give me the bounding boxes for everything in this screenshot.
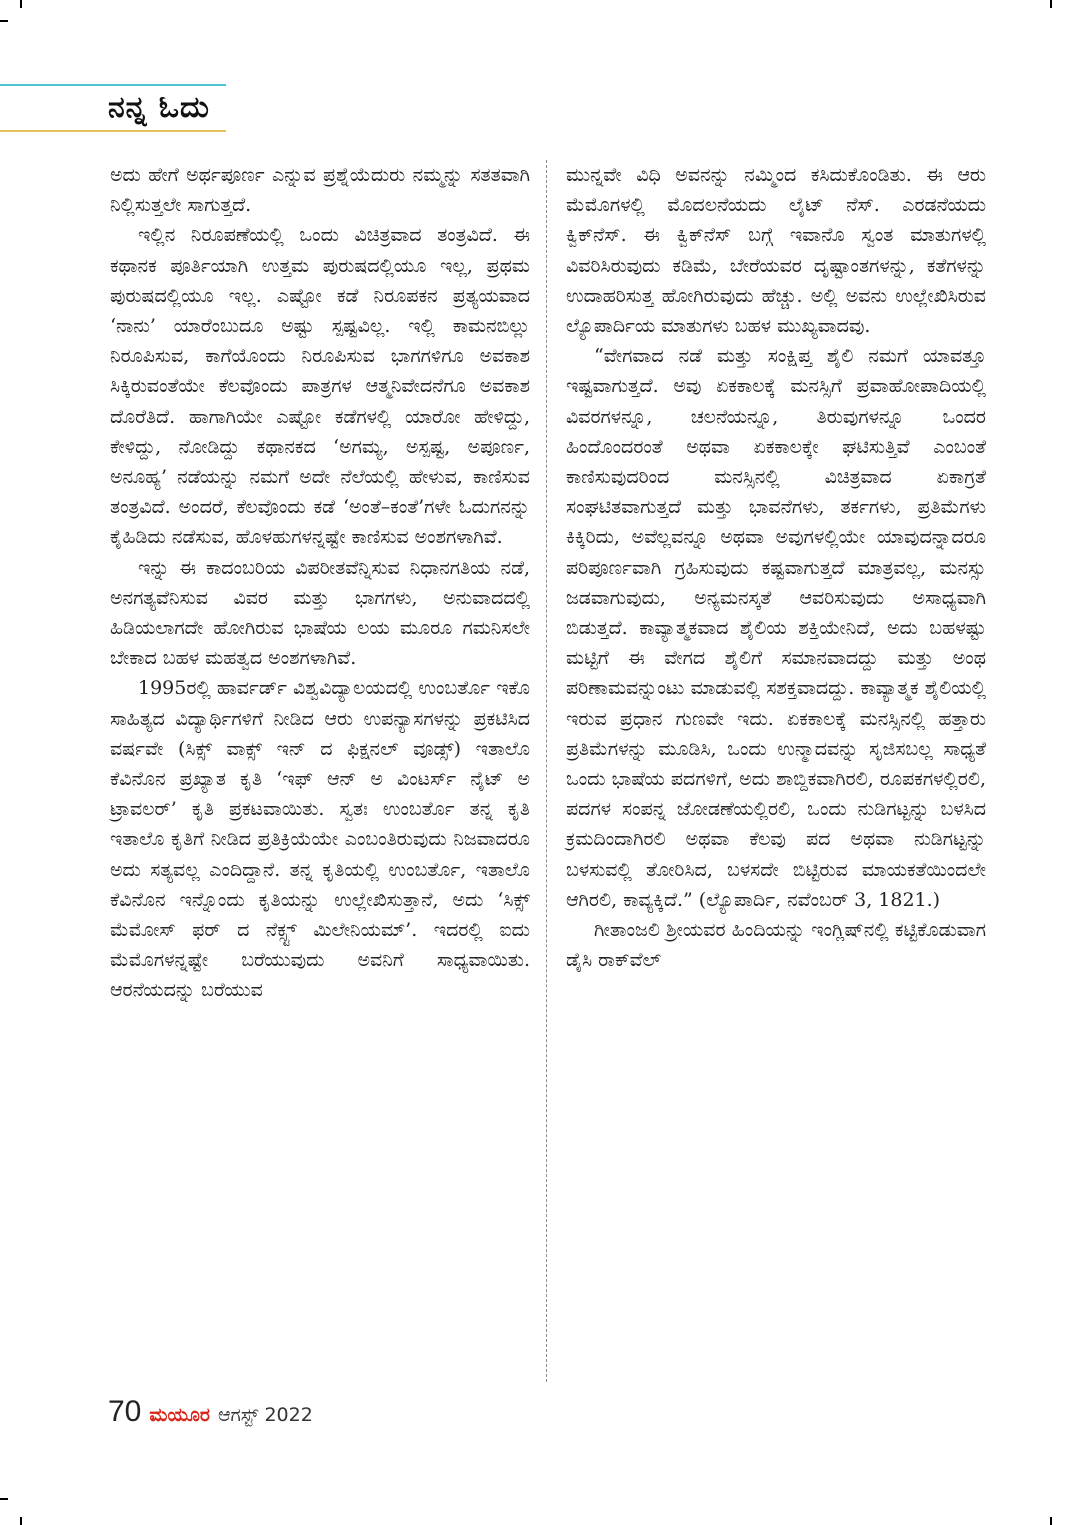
- paragraph: ಅದು ಹೇಗೆ ಅರ್ಥಪೂರ್ಣ ಎನ್ನುವ ಪ್ರಶ್ನೆಯೆದುರು ನಮ್ಮನ್ನು ಸತತವಾಗಿ ನಿಲ್ಲಿಸುತ್ತಲೇ ಸಾಗುತ್ತದೆ.: [110, 164, 530, 217]
- crop-mark: [20, 0, 22, 8]
- crop-mark: [1050, 1517, 1052, 1525]
- paragraph: ಇನ್ನು ಈ ಕಾದಂಬರಿಯ ವಿಪರೀತವೆನ್ನಿಸುವ ನಿಧಾನಗತಿಯ ನಡೆ, ಅನಗತ್ಯವೆನಿಸುವ ವಿವರ ಮತ್ತು ಭಾಗಗಳು, ಅನುವಾದದಲ್ಲಿ ಹಿಡಿಯಲಾಗದೇ ಹೋಗಿರುವ ಭಾಷೆಯ ಲಯ ಮೂರೂ ಗಮನಿಸಲೇ ಬೇಕಾದ ಬಹಳ ಮಹತ್ವದ ಅಂಶಗಳಾಗಿವೆ.: [110, 556, 530, 670]
- magazine-logo: ಮಯೂರ: [149, 1404, 210, 1426]
- issue-date: ಆಗಸ್ಟ್ 2022: [217, 1404, 313, 1426]
- page-number: 70: [108, 1395, 142, 1428]
- column-divider: [546, 160, 548, 1382]
- paragraph: ಇಲ್ಲಿನ ನಿರೂಪಣೆಯಲ್ಲಿ ಒಂದು ವಿಚಿತ್ರವಾದ ತಂತ್ರವಿದೆ. ಈ ಕಥಾನಕ ಪೂರ್ತಿಯಾಗಿ ಉತ್ತಮ ಪುರುಷದಲ್ಲಿಯೂ ಇಲ್ಲ, ಪ್ರಥಮ ಪುರುಷದಲ್ಲಿಯೂ ಇಲ್ಲ. ಎಷ್ಟೋ ಕಡೆ ನಿರೂಪಕನ ಪ್ರತ್ಯಯವಾದ ‘ನಾನು’ ಯಾರೆಂಬುದೂ ಅಷ್ಟು ಸ್ಪಷ್ಟವಿಲ್ಲ. ಇಲ್ಲಿ ಕಾಮನಬಿಲ್ಲು ನಿರೂಪಿಸುವ, ಕಾಗೆಯೊಂದು ನಿರೂಪಿಸುವ ಭಾಗಗಳಿಗೂ ಅವಕಾಶ ಸಿಕ್ಕಿರುವಂತೆಯೇ ಕೆಲವೊಂದು ಪಾತ್ರಗಳ ಆತ್ಮನಿವೇದನೆಗೂ ಅವಕಾಶ ದೊರೆತಿದೆ. ಹಾಗಾಗಿಯೇ ಎಷ್ಟೋ ಕಡೆಗಳಲ್ಲಿ ಯಾರೋ ಹೇಳಿದ್ದು, ಕೇಳಿದ್ದು, ನೋಡಿದ್ದು ಕಥಾನಕದ ‘ಅಗಮ್ಯ, ಅಸ್ಪಷ್ಟ, ಅಪೂರ್ಣ, ಅನೂಹ್ಯ’ ನಡೆಯನ್ನು ನಮಗೆ ಅದೇ ನೆಲೆಯಲ್ಲಿ ಹೇಳುವ, ಕಾಣಿಸುವ ತಂತ್ರವಿದೆ. ಅಂದರೆ, ಕೆಲವೊಂದು ಕಡೆ ‘ಅಂತೆ–ಕಂತೆ’ಗಳೇ ಓದುಗನನ್ನು ಕೈಹಿಡಿದು ನಡೆಸುವ, ಹೊಳಹುಗಳನ್ನಷ್ಟೇ ಕಾಣಿಸುವ ಅಂಶಗಳಾಗಿವೆ.: [110, 224, 530, 549]
- header-top-rule: [0, 84, 226, 86]
- crop-mark: [0, 20, 8, 22]
- crop-mark: [20, 1517, 22, 1525]
- header-bottom-rule: [0, 130, 226, 132]
- paragraph: 1995ರಲ್ಲಿ ಹಾರ್ವರ್ಡ್ ವಿಶ್ವವಿದ್ಯಾಲಯದಲ್ಲಿ ಉಂಬರ್ತೊ ಇಕೊ ಸಾಹಿತ್ಯದ ವಿದ್ಯಾರ್ಥಿಗಳಿಗೆ ನೀಡಿದ ಆರು ಉಪನ್ಯಾಸಗಳನ್ನು ಪ್ರಕಟಿಸಿದ ವರ್ಷವೇ (ಸಿಕ್ಸ್ ವಾಕ್ಸ್ ಇನ್ ದ ಫಿಕ್ಷನಲ್ ವೂಡ್ಸ್) ಇತಾಲೊ ಕೆವಿನೊನ ಪ್ರಖ್ಯಾತ ಕೃತಿ ‘ಇಫ್ ಆನ್ ಅ ವಿಂಟರ್ಸ್ ನೈಟ್ ಅ ಟ್ರಾವಲರ್’ ಕೃತಿ ಪ್ರಕಟವಾಯಿತು. ಸ್ವತಃ ಉಂಬರ್ತೊ ತನ್ನ ಕೃತಿ ಇತಾಲೊ ಕೃತಿಗೆ ನೀಡಿದ ಪ್ರತಿಕ್ರಿಯೆಯೇ ಎಂಬಂತಿರುವುದು ನಿಜವಾದರೂ ಅದು ಸತ್ಯವಲ್ಲ ಎಂದಿದ್ದಾನೆ. ತನ್ನ ಕೃತಿಯಲ್ಲಿ ಉಂಬರ್ತೊ, ಇತಾಲೊ ಕೆವಿನೊನ ಇನ್ನೊಂದು ಕೃತಿಯನ್ನು ಉಲ್ಲೇಖಿಸುತ್ತಾನೆ, ಅದು ‘ಸಿಕ್ಸ್ ಮೆಮೋಸ್ ಫರ್ ದ ನೆಕ್ಸ್ಟ್ ಮಿಲೇನಿಯಮ್’. ಇದರಲ್ಲಿ ಐದು ಮೆಮೊಗಳನ್ನಷ್ಟೇ ಬರೆಯುವುದು ಅವನಿಗೆ ಸಾಧ್ಯವಾಯಿತು. ಆರನೆಯದನ್ನು ಬರೆಯುವ: [110, 677, 530, 1002]
- quote-paragraph: “ವೇಗವಾದ ನಡೆ ಮತ್ತು ಸಂಕ್ಷಿಪ್ತ ಶೈಲಿ ನಮಗೆ ಯಾವತ್ತೂ ಇಷ್ಟವಾಗುತ್ತದೆ. ಅವು ಏಕಕಾಲಕ್ಕೆ ಮನಸ್ಸಿಗೆ ಪ್ರವಾಹೋಪಾದಿಯಲ್ಲಿ ವಿವರಗಳನ್ನೂ, ಚಲನೆಯನ್ನೂ, ತಿರುವುಗಳನ್ನೂ ಒಂದರ ಹಿಂದೊಂದರಂತೆ ಅಥವಾ ಏಕಕಾಲಕ್ಕೇ ಘಟಿಸುತ್ತಿವೆ ಎಂಬಂತೆ ಕಾಣಿಸುವುದರಿಂದ ಮನಸ್ಸಿನಲ್ಲಿ ವಿಚಿತ್ರವಾದ ಏಕಾಗ್ರತೆ ಸಂಘಟಿತವಾಗುತ್ತದೆ ಮತ್ತು ಭಾವನೆಗಳು, ತರ್ಕಗಳು, ಪ್ರತಿಮೆಗಳು ಕಿಕ್ಕಿರಿದು, ಅವೆಲ್ಲವನ್ನೂ ಅಥವಾ ಅವುಗಳಲ್ಲಿಯೇ ಯಾವುದನ್ನಾದರೂ ಪರಿಪೂರ್ಣವಾಗಿ ಗ್ರಹಿಸುವುದು ಕಷ್ಟವಾಗುತ್ತದೆ ಮಾತ್ರವಲ್ಲ, ಮನಸ್ಸು ಜಡವಾಗುವುದು, ಅನ್ಯಮನಸ್ಕತೆ ಆವರಿಸುವುದು ಅಸಾಧ್ಯವಾಗಿ ಬಿಡುತ್ತದೆ. ಕಾವ್ಯಾತ್ಮಕವಾದ ಶೈಲಿಯ ಶಕ್ತಿಯೇನಿದೆ, ಅದು ಬಹಳಷ್ಟು ಮಟ್ಟಿಗೆ ಈ ವೇಗದ ಶೈಲಿಗೆ ಸಮಾನವಾದದ್ದು ಮತ್ತು ಅಂಥ ಪರಿಣಾಮವನ್ನುಂಟು ಮಾಡುವಲ್ಲಿ ಸಶಕ್ತವಾದದ್ದು. ಕಾವ್ಯಾತ್ಮಕ ಶೈಲಿಯಲ್ಲಿ ಇರುವ ಪ್ರಧಾನ ಗುಣವೇ ಇದು. ಏಕಕಾಲಕ್ಕೆ ಮನಸ್ಸಿನಲ್ಲಿ ಹತ್ತಾರು ಪ್ರತಿಮೆಗಳನ್ನು ಮೂಡಿಸಿ, ಒಂದು ಉನ್ಮಾದವನ್ನು ಸೃಜಿಸಬಲ್ಲ ಸಾಧ್ಯತೆ ಒಂದು ಭಾಷೆಯ ಪದಗಳಿಗೆ, ಅದು ಶಾಬ್ದಿಕವಾಗಿರಲಿ, ರೂಪಕಗಳಲ್ಲಿರಲಿ, ಪದಗಳ ಸಂಪನ್ನ ಜೋಡಣೆಯಲ್ಲಿರಲಿ, ಒಂದು ನುಡಿಗಟ್ಟನ್ನು ಬಳಸಿದ ಕ್ರಮದಿಂದಾಗಿರಲಿ ಅಥವಾ ಕೆಲವು ಪದ ಅಥವಾ ನುಡಿಗಟ್ಟನ್ನು ಬಳಸುವಲ್ಲಿ ತೋರಿಸಿದ, ಬಳಸದೇ ಬಿಟ್ಟಿರುವ ಮಾಯಕತೆಯಿಂದಲೇ ಆಗಿರಲಿ, ಕಾವ್ಯಕ್ಕಿದೆ.” (ಲ್ಯೊಪಾರ್ದಿ, ನವೆಂಬರ್ 3, 1821.): [566, 345, 986, 911]
- crop-mark: [0, 1498, 8, 1500]
- section-title: ನನ್ನ ಓದು: [108, 90, 210, 125]
- article-column-right: [566, 160, 986, 975]
- crop-mark: [1050, 0, 1052, 8]
- paragraph: ಗೀತಾಂಜಲಿ ಶ್ರೀಯವರ ಹಿಂದಿಯನ್ನು ಇಂಗ್ಲಿಷ್‌ನಲ್ಲಿ ಕಟ್ಟಿಕೊಡುವಾಗ ಡೈಸಿ ರಾಕ್‌ವೆಲ್: [566, 919, 986, 972]
- paragraph: ಮುನ್ನವೇ ವಿಧಿ ಅವನನ್ನು ನಮ್ಮಿಂದ ಕಸಿದುಕೊಂಡಿತು. ಈ ಆರು ಮೆಮೊಗಳಲ್ಲಿ ಮೊದಲನೆಯದು ಲೈಟ್ ನೆಸ್. ಎರಡನೆಯದು ಕ್ವಿಕ್‌ನೆಸ್. ಈ ಕ್ವಿಕ್‌ನೆಸ್ ಬಗ್ಗೆ ಇವಾನೊ ಸ್ವಂತ ಮಾತುಗಳಲ್ಲಿ ವಿವರಿಸಿರುವುದು ಕಡಿಮೆ, ಬೇರೆಯವರ ದೃಷ್ಟಾಂತಗಳನ್ನು, ಕತೆಗಳನ್ನು ಉದಾಹರಿಸುತ್ತ ಹೋಗಿರುವುದು ಹೆಚ್ಚು. ಅಲ್ಲಿ ಅವನು ಉಲ್ಲೇಖಿಸಿರುವ ಲ್ಯೊಪಾರ್ದಿಯ ಮಾತುಗಳು ಬಹಳ ಮುಖ್ಯವಾದವು.: [566, 164, 986, 338]
- header-rules: [0, 84, 226, 86]
- page-footer: [108, 1395, 313, 1429]
- article-column-left: [110, 160, 530, 1006]
